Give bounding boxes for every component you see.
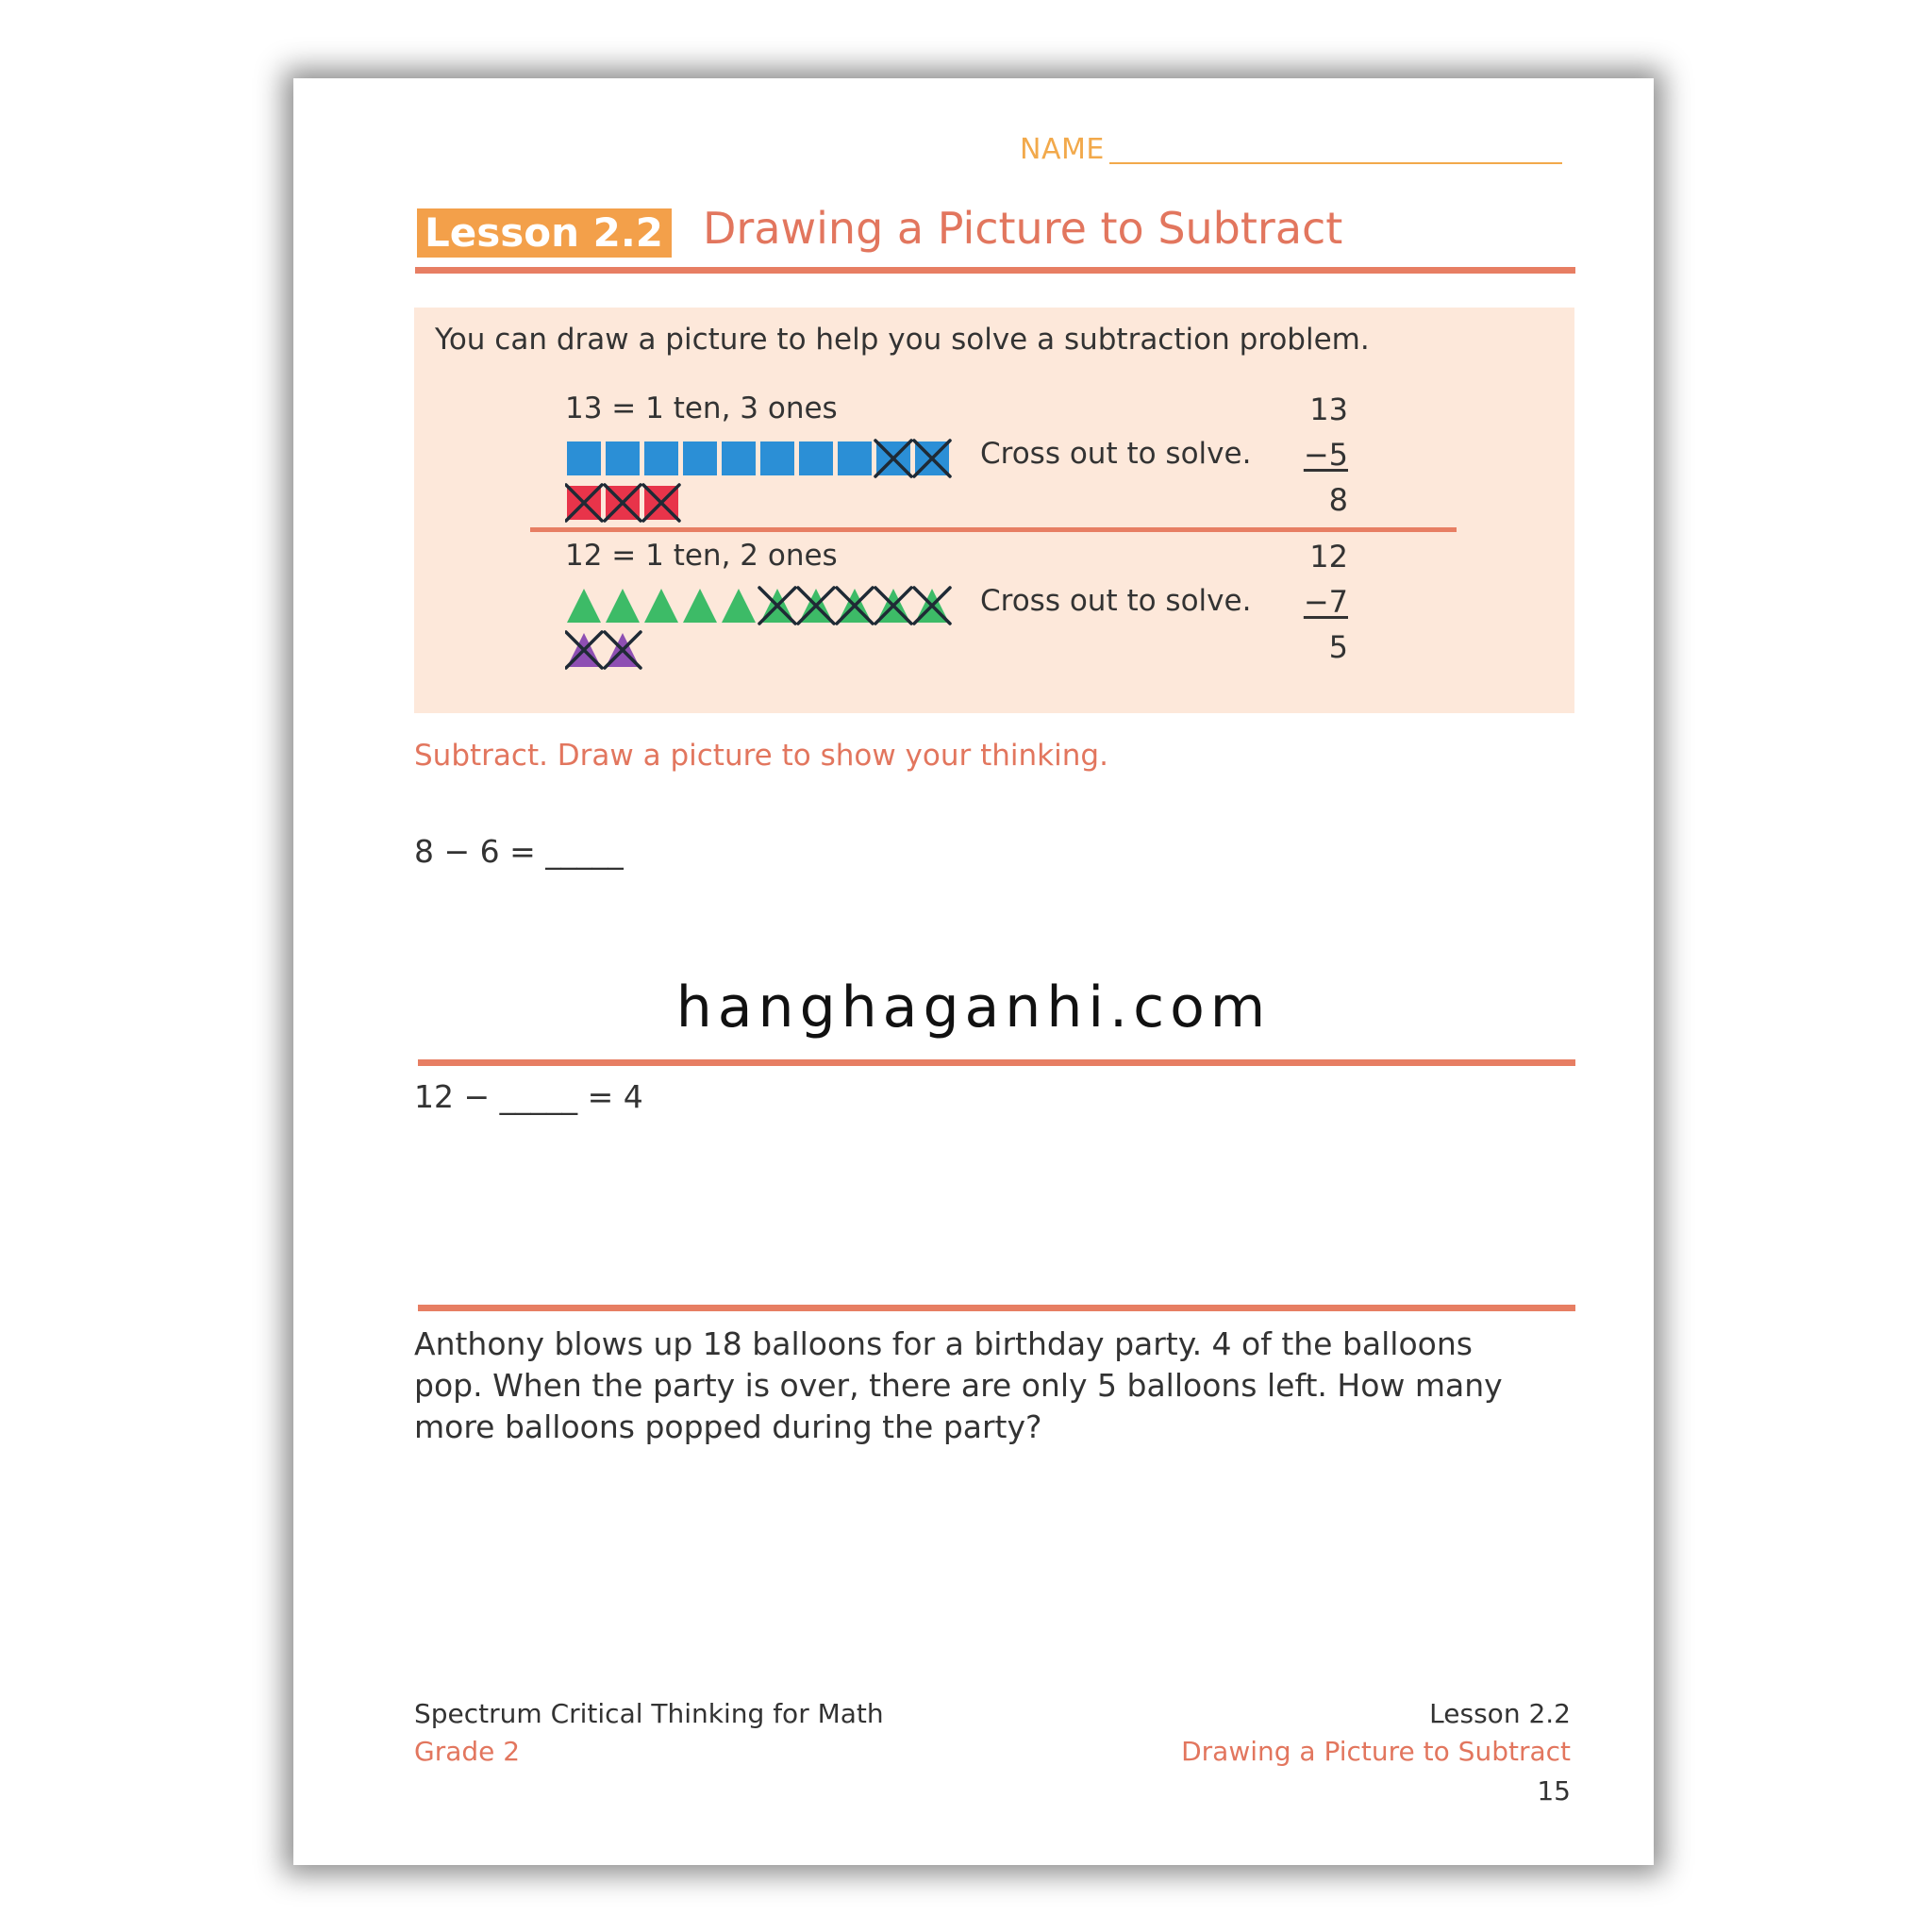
lesson-title: Drawing a Picture to Subtract <box>703 203 1343 254</box>
example2-tens-triangle-7 <box>798 588 834 624</box>
problem-2[interactable]: 12 − _____ = 4 <box>414 1078 643 1115</box>
section-rule-1 <box>418 1059 1575 1066</box>
footer-page-number: 15 <box>1537 1775 1571 1807</box>
example2-tens-triangle-6 <box>759 588 795 624</box>
example1-instruction: Cross out to solve. <box>980 437 1252 471</box>
title-rule <box>415 267 1575 274</box>
example2-ones-row <box>565 629 754 671</box>
example1-ones-row <box>565 482 754 524</box>
practice-instruction: Subtract. Draw a picture to show your thinking. <box>414 739 1108 773</box>
footer-book-title: Spectrum Critical Thinking for Math <box>414 1698 884 1729</box>
example1-top: 13 <box>1309 391 1348 427</box>
example2-subtrahend: −7 <box>1303 584 1348 620</box>
example1-tens-square-8 <box>838 441 872 475</box>
example1-tens-square-9 <box>875 441 911 476</box>
example2-instruction: Cross out to solve. <box>980 584 1252 618</box>
example1-result: 8 <box>1328 482 1348 518</box>
example1-tens-row <box>565 438 961 479</box>
example1-tens-square-6 <box>760 441 794 475</box>
example2-top: 12 <box>1309 539 1348 575</box>
example-box <box>414 308 1574 713</box>
example2-ones-triangle-1 <box>566 632 602 668</box>
worksheet-page <box>293 78 1654 1865</box>
example2-ones-triangle-2 <box>605 632 641 668</box>
example-intro: You can draw a picture to help you solve a subtraction problem. <box>435 323 1370 357</box>
example1-ones-square-3 <box>643 485 679 521</box>
example1-tens-square-7 <box>799 441 833 475</box>
example2-tens-triangle-10 <box>914 588 950 624</box>
story-problem: Anthony blows up 18 balloons for a birthday party. 4 of the balloons pop. When the party is over, there are only 5 balloons left. How many more balloons popped during the party? <box>414 1325 1503 1445</box>
example1-label: 13 = 1 ten, 3 ones <box>565 391 838 425</box>
example1-tens-square-4 <box>683 441 717 475</box>
example1-ones-square-2 <box>605 485 641 521</box>
example1-tens-square-3 <box>644 441 678 475</box>
example1-subtrahend: −5 <box>1303 437 1348 473</box>
example2-tens-triangle-4 <box>683 589 717 623</box>
footer-grade: Grade 2 <box>414 1736 521 1767</box>
example2-tens-triangle-2 <box>606 589 640 623</box>
name-field-line[interactable] <box>1109 162 1562 164</box>
problem-1[interactable]: 8 − 6 = _____ <box>414 833 624 870</box>
example-divider <box>530 527 1457 532</box>
watermark-text: hanghaganhi.com <box>675 974 1272 1041</box>
example2-tens-triangle-1 <box>567 589 601 623</box>
example2-tens-triangle-5 <box>722 589 756 623</box>
section-rule-2 <box>418 1305 1575 1311</box>
lesson-tag: Lesson 2.2 <box>417 208 672 258</box>
footer-lesson: Lesson 2.2 <box>1429 1698 1571 1729</box>
example2-tens-triangle-3 <box>644 589 678 623</box>
example2-result: 5 <box>1328 629 1348 665</box>
example1-tens-square-1 <box>567 441 601 475</box>
example1-tens-square-10 <box>914 441 950 476</box>
example2-tens-row <box>565 585 961 626</box>
example1-tens-square-2 <box>606 441 640 475</box>
example1-tens-square-5 <box>722 441 756 475</box>
example1-ones-square-1 <box>566 485 602 521</box>
example2-tens-triangle-8 <box>837 588 873 624</box>
footer-lesson-title: Drawing a Picture to Subtract <box>1181 1736 1571 1767</box>
name-label: NAME <box>1020 133 1105 166</box>
example2-tens-triangle-9 <box>875 588 911 624</box>
example2-label: 12 = 1 ten, 2 ones <box>565 539 838 573</box>
